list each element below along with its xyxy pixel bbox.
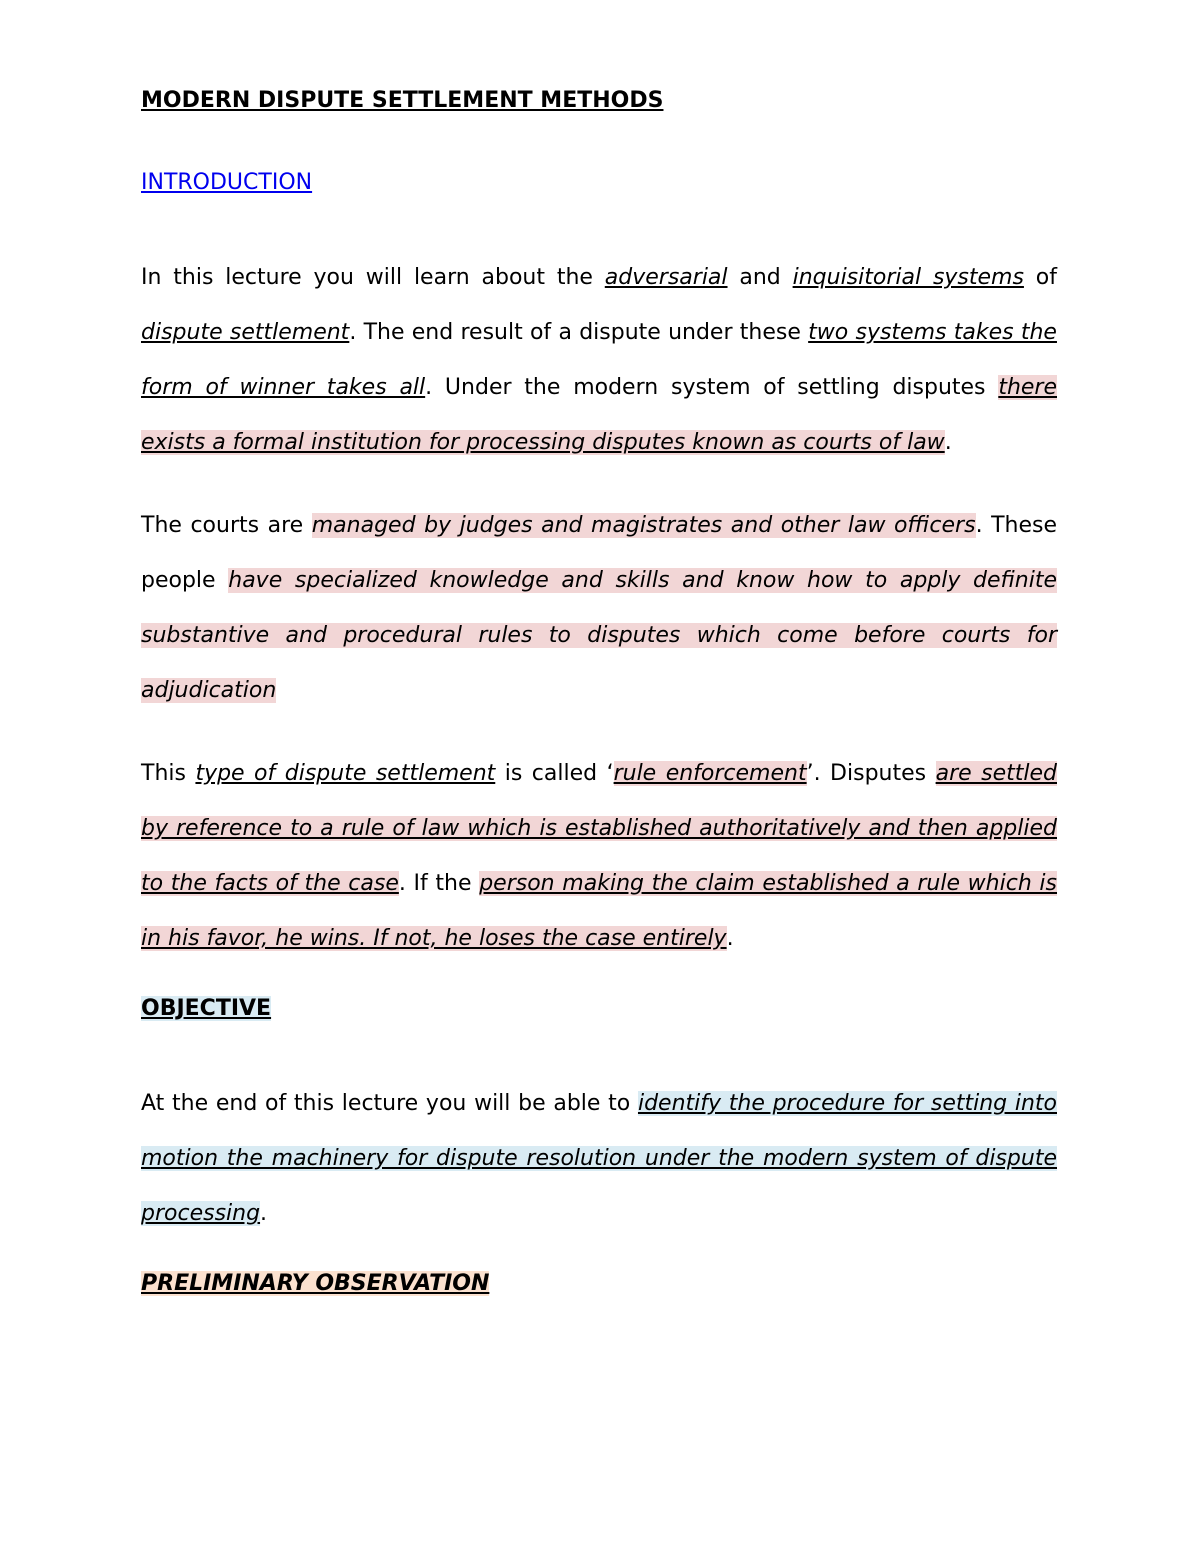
text-run: In this lecture you will learn about the (141, 265, 605, 290)
text-run: and (727, 265, 793, 290)
specialized-knowledge-highlight: have specialized knowledge and skills and know how to apply definite substantive and procedural rules to disputes which come before courts for adjudication (141, 568, 1057, 703)
preliminary-observation-heading (141, 1269, 1057, 1299)
objective-heading (141, 994, 1057, 1024)
objective-heading-text: OBJECTIVE (141, 996, 272, 1021)
inquisitorial-term: inquisitorial systems (792, 265, 1024, 290)
rule-enforcement-highlight: rule enforcement (613, 761, 807, 786)
text-run: This (141, 761, 196, 786)
text-run: ’. Disputes (806, 761, 936, 786)
courts-paragraph (141, 498, 1057, 718)
winner-takes-all-phrase: two systems takes the form of winner takes all (141, 320, 1057, 400)
text-run: . (726, 926, 734, 951)
text-run: . If the (398, 871, 480, 896)
text-run: . (260, 1201, 268, 1226)
text-run: The courts are (141, 513, 312, 538)
text-run: . Under the modern system of settling disputes (425, 375, 999, 400)
judges-highlight: managed by judges and magistrates and other law officers (311, 513, 976, 538)
objective-paragraph (141, 1076, 1057, 1241)
document-title: MODERN DISPUTE SETTLEMENT METHODS (141, 88, 664, 113)
text-run: . The end result of a dispute under these (349, 320, 809, 345)
text-run: At the end of this lecture you will be able to (141, 1091, 638, 1116)
courts-of-law-highlight: there exists a formal institution for processing disputes known as courts of law (141, 375, 1057, 455)
introduction-heading-link[interactable]: INTRODUCTION (141, 170, 313, 195)
dispute-settlement-type-term: type of dispute settlement (195, 761, 496, 786)
text-run: is called ‘ (495, 761, 614, 786)
rule-of-law-highlight: are settled by reference to a rule of law which is established authoritatively and then applied to the facts of the case (141, 761, 1057, 896)
text-run: . (944, 430, 952, 455)
text-run: of (1023, 265, 1057, 290)
document-page (141, 86, 1057, 1299)
preliminary-observation-text: PRELIMINARY OBSERVATION (141, 1271, 490, 1296)
objective-highlight: identify the procedure for setting into motion the machinery for dispute resolution under the modern system of dispute processing (141, 1091, 1057, 1226)
claim-highlight: person making the claim established a rule which is in his favor, he wins. If not, he loses the case entirely (141, 871, 1058, 951)
rule-enforcement-paragraph (141, 746, 1057, 966)
text-run: . These people (141, 513, 1058, 593)
adversarial-term: adversarial (604, 265, 728, 290)
dispute-settlement-term: dispute settlement (141, 320, 350, 345)
introduction-paragraph (141, 250, 1057, 470)
